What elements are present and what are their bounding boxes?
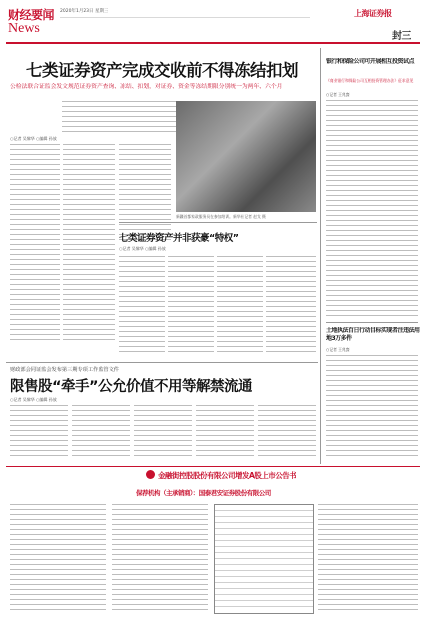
bottom-column-1	[10, 405, 68, 460]
feature-rule	[119, 222, 317, 223]
ad-body-col-4	[318, 504, 418, 614]
bottom-column-4	[196, 405, 254, 460]
masthead-rule	[6, 42, 420, 44]
lead-column-1	[10, 144, 60, 344]
right-column-divider	[320, 48, 321, 464]
ad-body-col-1	[10, 504, 106, 614]
feature-byline: ○记者 吴黎华 ○编辑 孙放	[119, 246, 166, 251]
right-item2-byline: ○记者 王兆寰	[326, 347, 350, 352]
lead-subhead: 公检法联合证监会发文规范证券资产查询、冻结、扣划，对证券、资金等冻结期限分别统一为两年、六个月	[10, 84, 283, 90]
right-item2-title: 土地执法百日行动目标实现者注违法用地3万多件	[326, 327, 420, 342]
ad-table	[214, 504, 314, 614]
bottom-kicker: 财政部会同证监会发布第三期专项工作监管文件	[10, 367, 119, 373]
lead-byline: ○记者 吴黎华 ○编辑 孙放	[10, 136, 57, 141]
lead-column-3	[119, 144, 171, 244]
right-item1-body	[326, 100, 418, 320]
lead-headline: 七类证券资产完成交收前不得冻结扣划	[26, 61, 298, 80]
right-item-separator	[326, 322, 418, 323]
bottom-column-5	[258, 405, 316, 460]
feature-column-4	[266, 256, 316, 356]
photo-caption: 新疆首都家政服务员在参加培训。新华社记者 赵戈 摄	[176, 214, 266, 219]
ad-logo-icon	[146, 470, 155, 479]
feature-column-2	[168, 256, 214, 356]
ad-sponsor: 保荐机构（主承销商）：国泰君安证券股份有限公司	[136, 489, 271, 497]
feature-column-3	[217, 256, 263, 356]
right-item1-title: 银行和保险公司可开展相互投资试点	[326, 58, 415, 65]
bottom-column-3	[134, 405, 192, 460]
section-title: 财经要闻	[8, 8, 55, 22]
issue-meta: 2020年1月23日 星期三	[60, 9, 109, 14]
section-title-en: News	[8, 21, 40, 36]
lead-column-2	[63, 144, 115, 344]
bottom-byline: ○记者 吴黎华 ○编辑 孙放	[10, 397, 57, 402]
feature-column-1	[119, 256, 165, 356]
ad-top-rule	[6, 466, 420, 467]
feature-headline: 七类证券资产并非获豪“特权”	[119, 233, 239, 244]
right-item1-sub: 《商业银行和保险公司互相投资管理办法》征求意见	[326, 78, 414, 83]
right-item2-body	[326, 355, 418, 460]
masthead-meta-lines	[60, 17, 310, 22]
news-photo	[176, 101, 316, 212]
paper-logo: 上海证券报	[354, 8, 392, 18]
bottom-column-2	[72, 405, 130, 460]
ad-title: 金融街控股股份有限公司增发A股上市公告书	[158, 471, 297, 480]
ad-body-col-2	[112, 504, 208, 614]
bottom-headline: 限售股“牵手”公允价值不用等解禁流通	[10, 379, 253, 395]
page-label: 封三	[392, 31, 411, 42]
bottom-story-rule	[6, 362, 318, 363]
right-item1-byline: ○记者 王兆寰	[326, 92, 350, 97]
